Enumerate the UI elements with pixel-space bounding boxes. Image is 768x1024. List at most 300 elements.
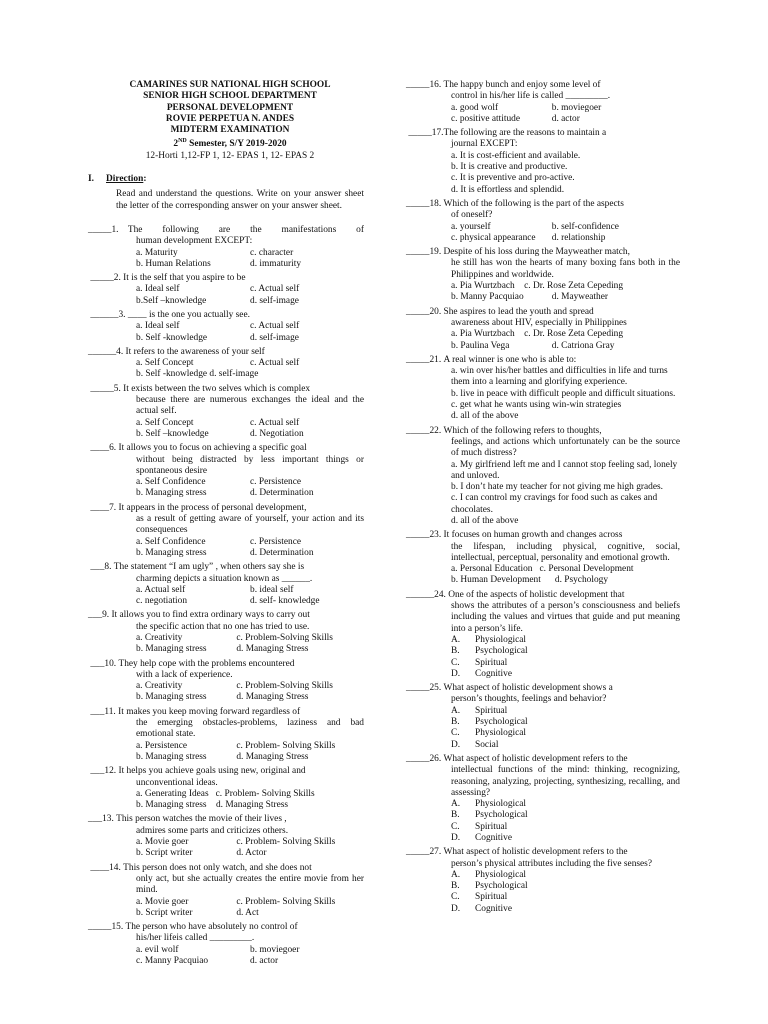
question-text	[406, 590, 680, 601]
exam-title: MIDTERM EXAMINATION	[170, 125, 290, 136]
question-text: his/her lifeis called _________.	[136, 933, 255, 944]
question-text: The person who have absolutely no control of	[125, 922, 298, 933]
question-15	[88, 922, 364, 967]
option-row	[136, 548, 364, 559]
question-text: awareness about HIV, especially in Philippines	[451, 317, 627, 328]
answer-blank: _____20.	[406, 306, 442, 317]
question-text	[88, 347, 364, 358]
teacher-name: ROVIE PERPETUA N. ANDES	[165, 113, 295, 124]
option-row	[136, 284, 364, 295]
option-row	[136, 248, 364, 259]
question-text	[406, 199, 680, 210]
question-text	[88, 659, 364, 670]
question-text: c. character	[250, 247, 294, 258]
question-1	[88, 225, 364, 270]
question-text: d. actor	[551, 113, 580, 124]
answer-blank: ____6.	[88, 443, 117, 454]
question-text	[88, 814, 364, 825]
question-text: c. get what he wants using win-win strategies	[451, 400, 622, 411]
question-text: Cognitive	[475, 668, 512, 679]
answer-blank: ___9.	[88, 610, 110, 621]
question-text: The following are the reasons to maintain a	[443, 128, 607, 139]
question-text	[451, 281, 680, 304]
option-row	[136, 848, 364, 859]
question-text: a. Ideal self	[136, 321, 180, 332]
question-text: c. Actual self	[250, 358, 300, 369]
question-text: She aspires to lead the youth and spread	[443, 306, 594, 317]
question-text	[88, 225, 364, 236]
question-text	[406, 128, 680, 139]
question-25	[406, 683, 680, 751]
answer-blank: _____15.	[88, 922, 124, 933]
question-text	[136, 284, 364, 307]
question-text: b. Manny Pacquiao	[451, 292, 524, 303]
question-text: The statement “I am ugly” , when others say she is	[113, 562, 305, 573]
option-row	[136, 333, 364, 344]
question-text	[451, 799, 680, 844]
question-text: C.	[451, 657, 460, 668]
answer-blank: ____14.	[88, 862, 121, 873]
question-text	[136, 741, 364, 764]
question-text: as a result of getting aware of yourself, your action and its consequences	[136, 514, 364, 536]
question-text: c. negotiation	[136, 596, 188, 607]
question-text	[451, 706, 680, 751]
answer-blank: ______3.	[88, 309, 126, 320]
question-text: c. Actual self	[250, 417, 300, 428]
exam-header	[96, 80, 364, 162]
answer-blank: ___13.	[88, 814, 114, 825]
question-text: A.	[451, 799, 461, 810]
question-text: b. Paulina Vega	[451, 340, 510, 351]
question-text	[451, 635, 680, 680]
question-text: a. Self Concept	[136, 417, 194, 428]
question-text	[406, 307, 680, 318]
question-text	[88, 922, 364, 933]
question-text: It makes you keep moving forward regardless of	[118, 706, 301, 717]
question-text	[88, 384, 364, 395]
sections-line: 12-Horti 1,12-FP 1, 12- EPAS 1, 12- EPAS 2	[145, 150, 315, 161]
question-text: with a lack of experience.	[136, 669, 233, 680]
question-text: A real winner is one who is able to:	[443, 354, 577, 365]
question-text: Spiritual	[475, 821, 508, 832]
question-text	[136, 358, 364, 381]
question-text: This person watches the movie of their lives ,	[116, 814, 287, 825]
question-text: b. Self -knowledge	[136, 332, 208, 343]
question-text	[451, 799, 680, 810]
question-text: D.	[451, 739, 461, 750]
question-text: d. Negotiation	[250, 428, 304, 439]
question-text: the emerging obstacles-problems, laziness and bad emotional state.	[136, 718, 364, 740]
question-text: c. Problem- Solving Skills	[236, 740, 336, 751]
question-text: a. good wolf	[451, 102, 499, 113]
question-13	[88, 814, 364, 859]
question-text: :	[143, 174, 147, 185]
question-text: c. Problem- Solving Skills	[236, 896, 336, 907]
question-text: shows the attributes of a person’s consciousness and beliefs including the values and virtues that guide and put meaning into a person’s life.	[451, 601, 680, 634]
question-text: A.	[451, 634, 461, 645]
question-text	[136, 681, 364, 704]
question-text	[88, 503, 364, 514]
question-text	[451, 870, 680, 915]
question-text: b. Script writer	[136, 848, 193, 859]
question-text: the lifespan, including physical, cognitive, social, intellectual, perceptual, personality and emotional growth.	[451, 541, 680, 563]
question-text: A.	[451, 705, 461, 716]
question-text	[406, 426, 680, 437]
question-text	[451, 658, 680, 669]
question-text: control in his/her life is called _________.	[451, 91, 611, 102]
answer-blank: _____5.	[88, 383, 121, 394]
option-row	[136, 945, 364, 956]
question-text	[136, 248, 364, 271]
question-text	[136, 837, 364, 860]
question-text: a. Movie goer	[136, 837, 189, 848]
question-text: Psychological	[475, 717, 528, 728]
answer-blank: _____17.	[406, 128, 444, 139]
question-text: feelings, and actions which unfortunately can be the source of much distress?	[451, 436, 680, 459]
question-text: c. Manny Pacquiao	[136, 956, 209, 967]
option-row	[451, 292, 680, 303]
option-row	[136, 741, 364, 752]
option-row	[136, 596, 364, 607]
question-text: person’s physical attributes including the five senses?	[451, 858, 652, 869]
option-row	[136, 908, 364, 919]
question-text: It allows you to find extra ordinary ways to carry out	[111, 610, 310, 621]
option-row	[451, 114, 680, 125]
question-text: d. Catriona Gray	[551, 340, 615, 351]
question-text: d. all of the above	[451, 515, 519, 526]
answer-blank: _____22.	[406, 425, 442, 436]
question-text: C.	[451, 728, 460, 739]
question-text: They help cope with the problems encountered	[118, 658, 295, 669]
answer-blank: ___11.	[88, 706, 116, 717]
question-text: d. Determination	[250, 547, 314, 558]
question-text: d. self- knowledge	[250, 596, 320, 607]
question-text: d. Mayweather	[551, 292, 608, 303]
question-text	[451, 728, 680, 739]
question-14	[88, 863, 364, 919]
question-27	[406, 847, 680, 915]
question-text: Physiological	[475, 634, 527, 645]
question-text: a. Movie goer	[136, 896, 189, 907]
answer-blank: _____25.	[406, 683, 442, 694]
question-text: ____ is the one you actually see.	[127, 309, 250, 320]
question-text: c. Actual self	[250, 284, 300, 295]
question-text: c. Problem- Solving Skills	[236, 837, 336, 848]
question-text: d. Actor	[236, 848, 267, 859]
option-row	[136, 585, 364, 596]
question-text: What aspect of holistic development shows a	[443, 683, 613, 694]
question-11	[88, 707, 364, 763]
question-text: This person does not only watch, and she does not	[123, 862, 312, 873]
answer-blank: _____26.	[406, 753, 442, 764]
option-row	[136, 296, 364, 307]
question-text	[88, 766, 364, 777]
question-text	[451, 564, 680, 587]
answer-blank: _____18.	[406, 198, 442, 209]
question-20	[406, 307, 680, 352]
option-row	[136, 358, 364, 369]
question-text: a. My girlfriend left me and I cannot stop feeling sad, lonely and unloved.	[451, 459, 678, 481]
semester-line	[96, 136, 364, 150]
question-text	[88, 212, 364, 222]
question-23	[406, 530, 680, 586]
question-text: Physiological	[475, 869, 527, 880]
question-text	[136, 633, 364, 656]
question-text	[451, 222, 680, 245]
question-text: d. Managing Stress	[236, 692, 309, 703]
answer-blank: _____21.	[406, 354, 442, 365]
question-text: Semester, S/Y 2019-2020	[189, 139, 287, 150]
question-9	[88, 610, 364, 655]
question-text: Cognitive	[475, 833, 512, 843]
answer-blank: _____16.	[406, 80, 442, 90]
question-text: 2	[173, 139, 179, 150]
school-name: CAMARINES SUR NATIONAL HIGH SCHOOL	[129, 80, 331, 90]
answer-blank: _____23.	[406, 530, 442, 541]
question-text: It appears in the process of personal development,	[118, 502, 307, 513]
answer-blank: _____1.	[88, 224, 119, 235]
question-text: a. win over his/her battles and difficulties in life and turns them into a learning and glorifying experience.	[451, 366, 668, 388]
option-row	[136, 321, 364, 332]
answer-blank: _____19.	[406, 247, 442, 258]
option-row	[136, 259, 364, 270]
question-text: D.	[451, 903, 461, 914]
question-text: b. I don’t hate my teacher for not giving me high grades.	[451, 482, 664, 493]
question-text: d. relationship	[551, 232, 606, 243]
question-text: charming depicts a situation known as ______.	[136, 573, 313, 584]
question-text: d. self-image	[250, 295, 299, 306]
option-row	[136, 477, 364, 488]
question-text: It is the self that you aspire to be	[123, 273, 246, 284]
question-text: he still has won the hearts of many boxing fans both in the Philippines and worldwide.	[451, 258, 680, 280]
question-text: d. Managing Stress	[236, 751, 309, 762]
question-text	[451, 717, 680, 728]
question-text: journal EXCEPT:	[451, 139, 518, 150]
question-text: b. Managing stress	[136, 644, 207, 655]
question-text: b. Human Relations	[136, 258, 211, 269]
question-text: d. Act	[236, 907, 259, 918]
question-text: Psychological	[475, 881, 528, 892]
option-row	[136, 681, 364, 692]
question-text	[88, 863, 364, 874]
question-2	[88, 273, 364, 307]
question-text: It focuses on human growth and changes across	[443, 530, 623, 541]
question-text: b. Human Development d. Psychology	[451, 575, 609, 586]
answer-blank: ______24.	[406, 589, 446, 600]
option-row	[451, 233, 680, 244]
question-text: a. Self Concept	[136, 358, 194, 369]
question-text: b. Managing stress	[136, 547, 207, 558]
question-text: d. immaturity	[250, 258, 302, 269]
question-text: a. Pia Wurtzbach c. Dr. Rose Zeta Cepeding	[451, 281, 624, 292]
question-text: It exists between the two selves which is complex	[123, 383, 311, 394]
option-row	[136, 537, 364, 548]
question-text: a. Personal Education c. Personal Development	[451, 564, 634, 575]
question-text: Psychological	[475, 646, 528, 657]
question-text	[406, 247, 680, 258]
question-text	[88, 273, 364, 284]
question-text: a. Maturity	[136, 247, 178, 258]
question-text	[88, 310, 364, 321]
question-text: a. Ideal self	[136, 284, 180, 295]
question-text: the specific action that no one has tried to use.	[136, 621, 310, 632]
question-text: The happy bunch and enjoy some level of	[443, 80, 601, 90]
question-text: b. It is creative and productive.	[451, 162, 568, 173]
question-text	[451, 822, 680, 833]
question-16	[406, 80, 680, 125]
question-text: b. Managing stress d. Managing Stress	[136, 800, 289, 811]
question-text: c. Persistence	[250, 477, 302, 488]
question-text: c. Persistence	[250, 536, 302, 547]
question-text: b. Managing stress	[136, 751, 207, 762]
question-text	[136, 477, 364, 500]
question-text: The following are the manifestations of	[127, 224, 364, 235]
question-text: b. Managing stress	[136, 488, 207, 499]
question-text	[406, 530, 680, 541]
question-text	[451, 881, 680, 892]
question-text: c. Actual self	[250, 321, 300, 332]
option-row	[136, 752, 364, 763]
question-text: It refers to the awareness of your self	[125, 346, 265, 357]
option-row	[136, 633, 364, 644]
question-text	[88, 443, 364, 454]
question-text: admires some parts and criticizes others.	[136, 825, 289, 836]
question-text	[406, 754, 680, 765]
question-text: a. Generating Ideas c. Problem- Solving Skills	[136, 788, 315, 799]
question-text	[451, 635, 680, 646]
question-text: b. ideal self	[250, 584, 294, 595]
question-text	[88, 562, 364, 573]
question-text	[136, 585, 364, 608]
question-text	[451, 103, 680, 126]
subject-name: PERSONAL DEVELOPMENT	[166, 102, 294, 113]
question-5	[88, 384, 364, 440]
question-text	[451, 870, 680, 881]
question-text	[88, 610, 364, 621]
question-text: B.	[451, 881, 460, 892]
question-19	[406, 247, 680, 303]
question-10	[88, 659, 364, 704]
question-text	[136, 418, 364, 441]
question-text	[451, 904, 680, 915]
question-text	[136, 321, 364, 344]
left-column	[88, 80, 364, 967]
question-text: D.	[451, 833, 461, 843]
question-text: Social	[475, 739, 499, 750]
question-text: Psychological	[475, 810, 528, 821]
question-text	[136, 945, 364, 968]
question-text	[451, 810, 680, 821]
question-text: d. self-image	[250, 332, 299, 343]
question-18	[406, 199, 680, 244]
question-text: C.	[451, 892, 460, 903]
question-text: a. evil wolf	[136, 944, 179, 955]
question-text: I.	[88, 174, 94, 185]
question-text: A.	[451, 869, 461, 880]
question-text: d. all of the above	[451, 411, 519, 422]
question-text: b. Self –knowledge	[136, 428, 209, 439]
question-text: a. Creativity	[136, 681, 183, 692]
option-row	[136, 692, 364, 703]
question-text: b. live in peace with difficult people and difficult situations.	[451, 388, 676, 399]
question-text: person’s thoughts, feelings and behavior?	[451, 694, 607, 705]
question-text	[406, 847, 680, 858]
question-text: C.	[451, 821, 460, 832]
answer-blank: ______4.	[88, 346, 124, 357]
question-text: b. Self -knowledge d. self-image	[136, 369, 259, 380]
option-row	[451, 222, 680, 233]
question-text: c. Problem-Solving Skills	[236, 681, 333, 692]
question-7	[88, 503, 364, 559]
option-row	[136, 429, 364, 440]
option-row	[136, 418, 364, 429]
answer-blank: ____7.	[88, 502, 117, 513]
question-text: B.	[451, 810, 460, 821]
question-text: c. positive attitude	[451, 113, 520, 124]
question-21	[406, 355, 680, 423]
question-text	[406, 355, 680, 366]
question-text	[451, 833, 680, 844]
question-text: What aspect of holistic development refers to the	[443, 847, 628, 858]
question-text: a. Self Confidence	[136, 477, 206, 488]
question-text	[136, 537, 364, 560]
question-text: of oneself?	[451, 210, 493, 221]
question-24	[406, 590, 680, 680]
option-row	[451, 341, 680, 352]
question-text	[451, 329, 680, 352]
question-17	[406, 128, 680, 196]
question-text: intellectual functions of the mind: thinking, recognizing, reasoning, analyzing, projecting, synthesizing, recalling, and assessing?	[451, 765, 680, 798]
right-column	[406, 80, 680, 915]
question-text: Direction	[106, 174, 144, 185]
question-22	[406, 426, 680, 528]
question-text: Spiritual	[475, 705, 508, 716]
question-text: It helps you achieve goals using new, original and	[118, 766, 306, 777]
question-text: d. Managing Stress	[236, 644, 309, 655]
question-text: d. actor	[250, 956, 279, 967]
question-26	[406, 754, 680, 844]
question-text: because there are numerous exchanges the ideal and the actual self.	[136, 395, 364, 417]
question-text: unconventional ideas.	[136, 777, 218, 788]
question-text: human development EXCEPT:	[136, 236, 253, 247]
option-row	[136, 488, 364, 499]
option-row	[136, 956, 364, 967]
question-text: b. Script writer	[136, 907, 193, 918]
question-text: Spiritual	[475, 657, 508, 668]
question-text: c. I can control my cravings for food such as cakes and chocolates.	[451, 493, 658, 515]
answer-blank: _____27.	[406, 847, 442, 858]
question-text: B.	[451, 646, 460, 657]
question-text: a. Actual self	[136, 584, 186, 595]
question-text: a. Persistence	[136, 740, 188, 751]
question-text: b.Self –knowledge	[136, 295, 207, 306]
question-text	[88, 707, 364, 718]
question-6	[88, 443, 364, 499]
question-text	[451, 669, 680, 680]
question-text: b. self-confidence	[551, 221, 619, 232]
question-text: a. It is cost-efficient and available.	[451, 150, 581, 161]
option-row	[136, 897, 364, 908]
question-text	[406, 683, 680, 694]
question-text	[451, 706, 680, 717]
question-text: Physiological	[475, 728, 527, 739]
question-text: c. physical appearance	[451, 232, 536, 243]
question-text	[136, 789, 364, 812]
answer-blank: ___10.	[88, 658, 117, 669]
question-text: One of the aspects of holistic development that	[448, 589, 625, 600]
direction-heading	[88, 174, 364, 185]
question-text: It allows you to focus on achieving a specific goal	[118, 443, 307, 454]
